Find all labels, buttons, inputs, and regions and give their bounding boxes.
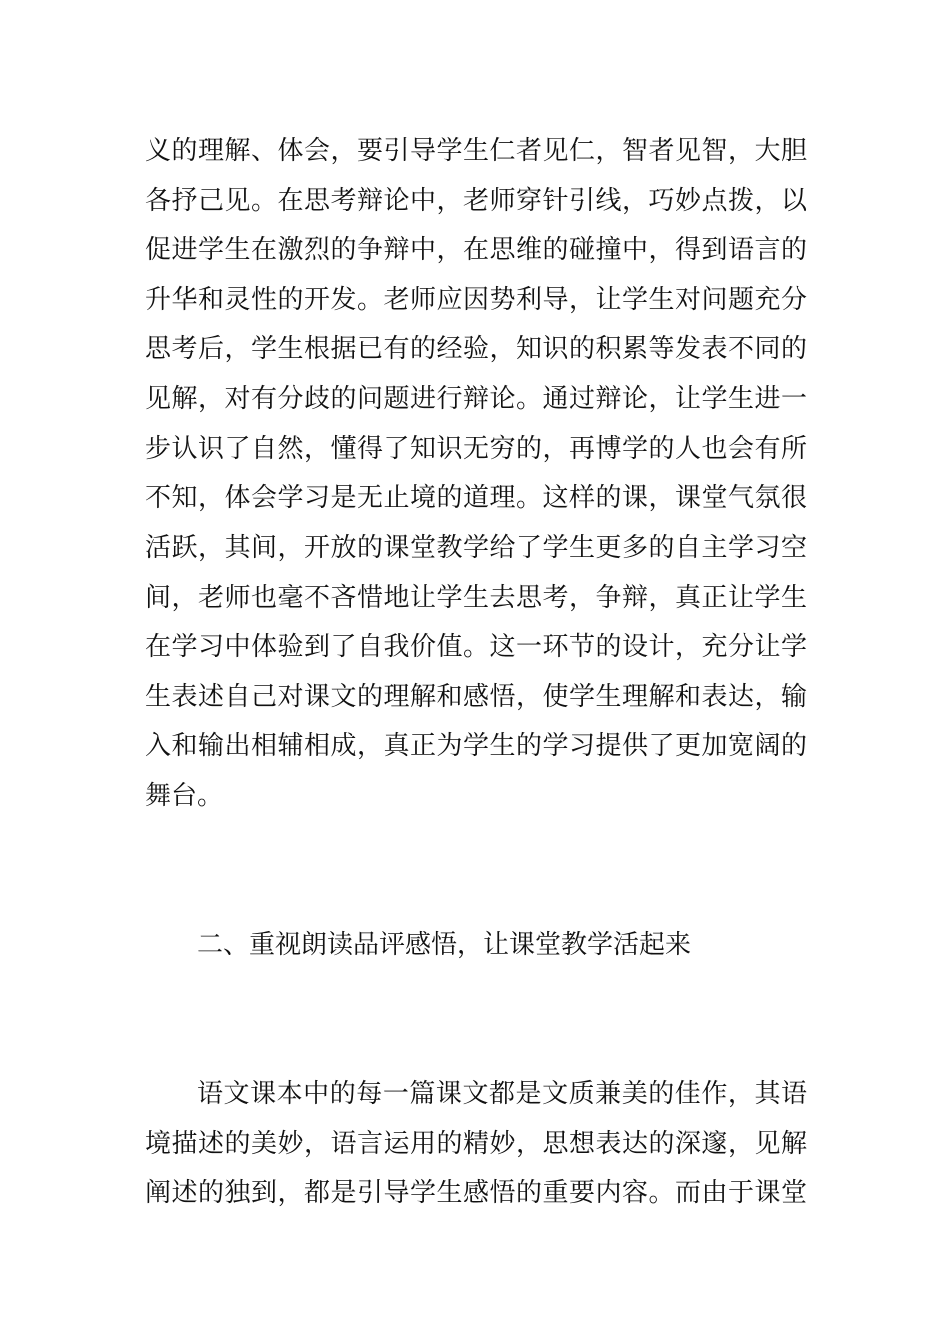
paragraph-line: 促进学生在激烈的争辩中，在思维的碰撞中，得到语言的: [145, 235, 807, 265]
paragraph-line: 阐述的独到，都是引导学生感悟的重要内容。而由于课堂: [145, 1178, 807, 1208]
paragraph-line: 入和输出相辅相成，真正为学生的学习提供了更加宽阔的: [145, 731, 807, 761]
section-heading: 二、重视朗读品评感悟，让课堂教学活起来: [197, 930, 692, 960]
paragraph-line: 语文课本中的每一篇课文都是文质兼美的佳作，其语: [197, 1079, 807, 1109]
paragraph-line: 升华和灵性的开发。老师应因势利导，让学生对问题充分: [145, 285, 807, 315]
paragraph-line: 思考后，学生根据已有的经验，知识的积累等发表不同的: [145, 334, 807, 364]
paragraph-line: 舞台。: [145, 781, 224, 811]
paragraph-line: 各抒己见。在思考辩论中，老师穿针引线，巧妙点拨，以: [145, 186, 807, 216]
paragraph-line: 不知，体会学习是无止境的道理。这样的课，课堂气氛很: [145, 483, 807, 513]
paragraph-line: 活跃，其间，开放的课堂教学给了学生更多的自主学习空: [145, 533, 807, 563]
paragraph-line: 义的理解、体会，要引导学生仁者见仁，智者见智，大胆: [145, 136, 807, 166]
paragraph-line: 生表述自己对课文的理解和感悟，使学生理解和表达，输: [145, 682, 807, 712]
paragraph-line: 境描述的美妙，语言运用的精妙，思想表达的深邃，见解: [145, 1129, 807, 1159]
paragraph-line: 步认识了自然，懂得了知识无穷的，再博学的人也会有所: [145, 434, 807, 464]
paragraph-line: 在学习中体验到了自我价值。这一环节的设计，充分让学: [145, 632, 807, 662]
paragraph-line: 见解，对有分歧的问题进行辩论。通过辩论，让学生进一: [145, 384, 807, 414]
paragraph-line: 间，老师也毫不吝惜地让学生去思考，争辩，真正让学生: [145, 583, 807, 613]
